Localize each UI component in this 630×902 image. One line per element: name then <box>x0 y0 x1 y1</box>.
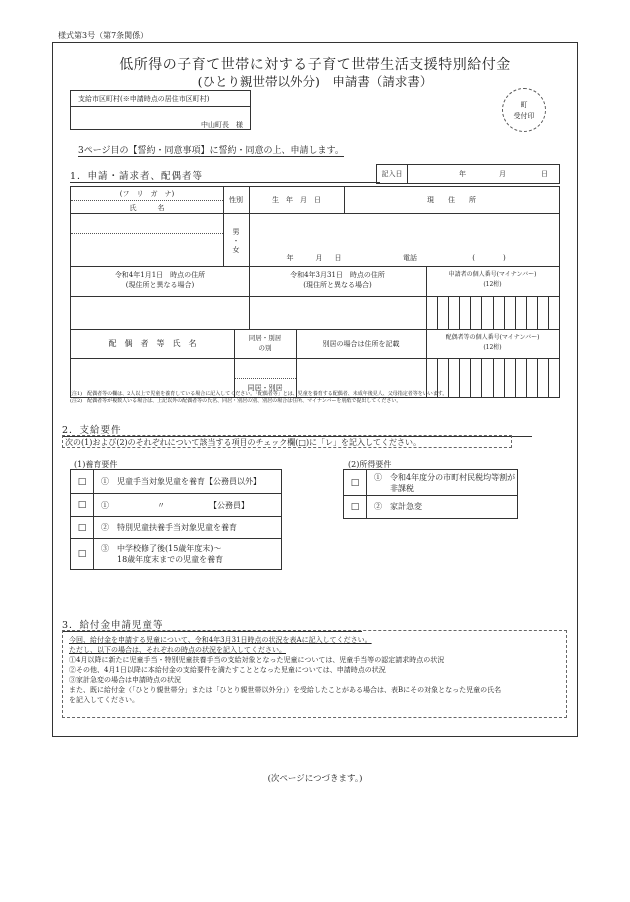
req2-title: (2)所得要件 <box>348 460 392 469</box>
spouse-mynumber-label1: 配偶者等の個人番号(マイナンバー) <box>445 334 540 341</box>
cohab-option[interactable]: 同居・別居 <box>247 384 283 392</box>
req2-row[interactable] <box>344 470 517 496</box>
furigana-label: (フ リ ガ ナ) <box>119 190 175 198</box>
req1-checkbox[interactable]: □ <box>71 539 94 569</box>
section3-line-4: ②その他、4月1日以降に本給付金の支給要件を満たすこととなった児童については、申請時点の状況 <box>69 666 386 674</box>
req2-row[interactable] <box>344 496 517 518</box>
req2-checkbox[interactable]: □ <box>344 470 367 495</box>
req1-item-4a: ③ 中学校修了後(15歳年度末)～ <box>101 544 222 553</box>
section3-line-3: ①4月以降に新たに児童手当・特別児童扶養手当の支給対象となった児童については、児童手当等の認定請求時点の状況 <box>69 656 445 664</box>
req2-checkbox[interactable]: □ <box>344 496 367 518</box>
req1-title: (1)養育要件 <box>74 460 118 469</box>
addr-jan-label1: 令和4年1月1日 時点の住所 <box>114 271 206 279</box>
req1-item-1: ① 児童手当対象児童を養育【公務員以外】 <box>101 477 261 486</box>
phone-parens: ( ) <box>472 254 506 262</box>
addr-jan-label2: (現住所と異なる場合) <box>125 281 195 289</box>
mynumber-digit-divider <box>448 296 449 329</box>
note-2: (注2) 配偶者等が複数人いる場合は、上記以外の配偶者等の氏名、同居・別居の別、別居の場合は住所、マイナンバーを別紙で提出してください。 <box>70 398 402 404</box>
page-title: 低所得の子育て世帯に対する子育て世帯生活支援特別給付金 <box>119 57 511 73</box>
continued-footer: (次ページにつづきます。) <box>267 774 363 784</box>
section3-line-1: 今回、給付金を申請する児童について、令和4年3月31日時点の状況を表Aに記入してください。 <box>69 636 372 644</box>
req1-checkbox[interactable]: □ <box>71 517 94 538</box>
req1-row[interactable] <box>71 539 281 569</box>
name-label: 氏 名 <box>129 204 165 212</box>
req1-table <box>70 469 282 570</box>
mynumber-label1: 申請者の個人番号(マイナンバー) <box>448 271 537 278</box>
cohab-label2: の別 <box>258 344 272 352</box>
dob-label: 生 年 月 日 <box>272 196 321 204</box>
municipality-signer: 中山町長 様 <box>201 121 243 129</box>
addr-mar-label1: 令和4年3月31日 時点の住所 <box>290 271 385 279</box>
page-subtitle: (ひとり親世帯以外分) 申請書（請求書） <box>197 74 433 89</box>
req1-checkbox[interactable]: □ <box>71 470 94 493</box>
dob-month: 月 <box>315 254 323 262</box>
form-id: 様式第3号（第7条関係） <box>58 31 149 40</box>
reception-stamp <box>502 88 546 132</box>
stamp-line1: 町 <box>520 101 528 109</box>
req1-row[interactable] <box>71 517 281 539</box>
municipality-label: 支給市区町村(※申請時点の居住市区町村) <box>70 90 251 107</box>
section2-heading: 2．支給要件 <box>62 422 532 437</box>
gender-label: 性別 <box>229 196 243 204</box>
mynumber-digit-divider <box>537 296 538 329</box>
note-1: (注1) 配偶者等の欄は、2人以上で児童を養育している場合に記入してください。「配偶者等」とは、児童を養育する配偶者、未成年後見人、父母指定者等をいいます。 <box>70 391 448 397</box>
entry-date-year: 年 <box>459 170 466 178</box>
section3-line-5: ③家計急変の場合は申請時点の状況 <box>69 676 181 684</box>
section2-instruction: 次の(1)および(2)のそれぞれについて該当する項目のチェック欄(□)に「レ」を記入してください。 <box>62 435 512 448</box>
stamp-line2: 受付印 <box>513 112 535 120</box>
section3-line-7: を記入してください。 <box>69 696 139 704</box>
section3-line-2: ただし、以下の場合は、それぞれの時点の状況を記入してください。 <box>69 646 286 654</box>
mynumber-digit-divider <box>526 296 527 329</box>
entry-date-label: 記入日 <box>377 165 408 183</box>
req1-item-2: ① 〃 【公務員】 <box>101 501 249 510</box>
req1-row[interactable] <box>71 470 281 494</box>
mynumber-label2: (12桁) <box>483 281 502 288</box>
entry-date-box <box>376 164 560 184</box>
spouse-mynumber-label2: (12桁) <box>483 344 502 351</box>
req1-row[interactable] <box>71 494 281 517</box>
mynumber-digit-divider <box>481 296 482 329</box>
req2-item-1a: ① 令和4年度分の市町村民税均等割が <box>374 473 516 482</box>
gender-dot: ・ <box>232 237 240 245</box>
section1-heading: 1．申請・請求者、配偶者等 <box>70 168 380 183</box>
mynumber-digit-divider <box>437 296 438 329</box>
gender-female[interactable]: 女 <box>232 246 240 254</box>
req1-item-4b: 18歳年度末までの児童を養育 <box>101 555 224 564</box>
dob-day: 日 <box>334 254 342 262</box>
cohab-label1: 同居・別居 <box>248 334 282 342</box>
req2-item-2: ② 家計急変 <box>374 502 422 511</box>
mynumber-digit-divider <box>470 296 471 329</box>
req1-item-3: ② 特別児童扶養手当対象児童を養育 <box>101 523 237 532</box>
entry-date-day: 日 <box>541 170 548 178</box>
req1-checkbox[interactable]: □ <box>71 494 94 516</box>
mynumber-digit-divider <box>515 296 516 329</box>
mynumber-digit-divider <box>504 296 505 329</box>
applicant-table <box>70 186 560 398</box>
section3-line-6: また、既に給付金（「ひとり親世帯分」または「ひとり親世帯以外分」）を受給したことがある場合は、表Bにその対象となった児童の氏名 <box>69 686 502 694</box>
spouse-name-label: 配 偶 者 等 氏 名 <box>108 339 197 348</box>
dob-year: 年 <box>286 254 294 262</box>
address-label: 現 住 所 <box>427 196 476 204</box>
mynumber-digit-divider <box>493 296 494 329</box>
phone-label: 電話 <box>403 254 417 262</box>
mynumber-digit-divider <box>548 296 549 329</box>
separate-note: 別居の場合は住所を記載 <box>322 340 400 348</box>
req2-item-1b: 非課税 <box>374 484 414 493</box>
intro-text: 3ページ目の【誓約・同意事項】に誓約・同意の上、申請します。 <box>78 143 344 157</box>
section1-notes <box>70 391 560 405</box>
section3-instructions <box>62 630 567 718</box>
req2-table <box>343 469 518 519</box>
addr-mar-label2: (現住所と異なる場合) <box>303 281 372 289</box>
gender-male[interactable]: 男 <box>232 228 240 236</box>
section3-heading: 3．給付金申請児童等 <box>62 617 362 632</box>
mynumber-digit-divider <box>459 296 460 329</box>
entry-date-month: 月 <box>499 170 506 178</box>
